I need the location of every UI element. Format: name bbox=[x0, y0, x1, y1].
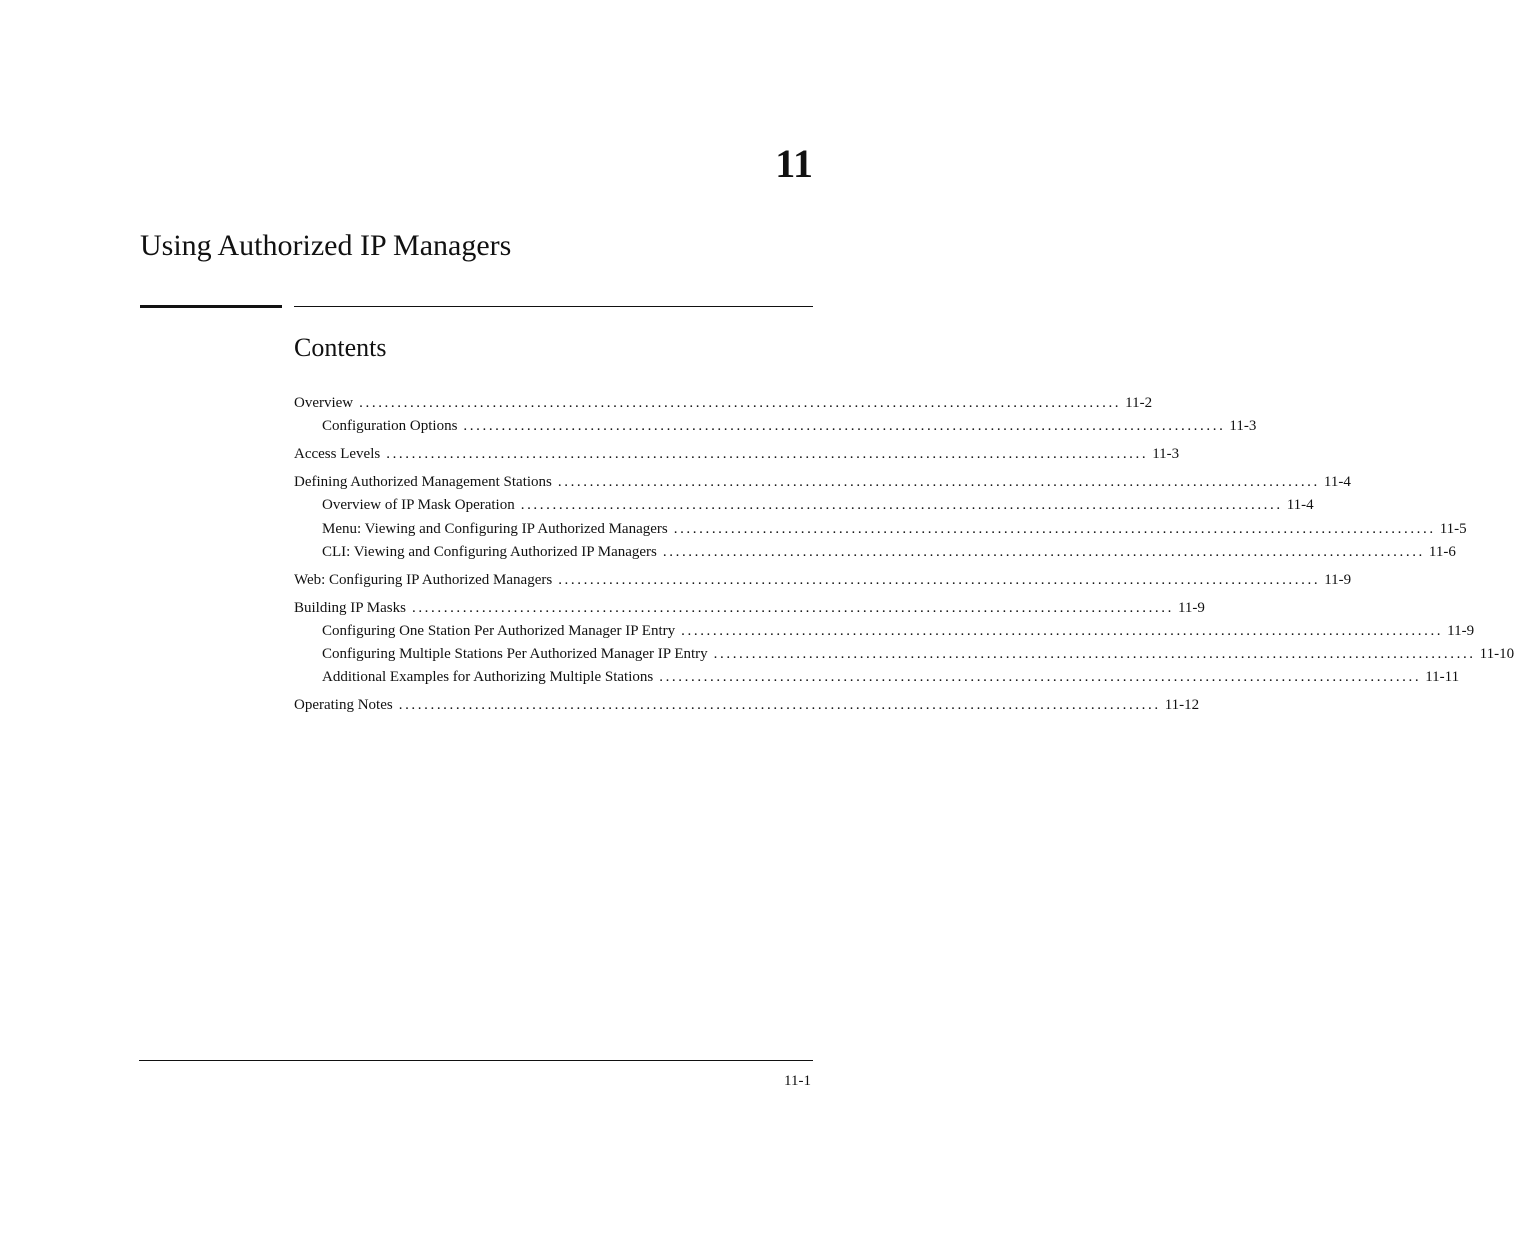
toc-entry-page: 11-5 bbox=[1439, 520, 1467, 537]
table-of-contents bbox=[294, 392, 1514, 718]
toc-entry-title: Operating Notes bbox=[294, 697, 393, 714]
toc-leader-dots: ........................................................................................................................ bbox=[662, 543, 1425, 560]
toc-entry-title: Overview of IP Mask Operation bbox=[322, 497, 515, 514]
toc-entry-additional-examples[interactable] bbox=[294, 666, 1460, 689]
toc-entry-cli-viewing-and-configuring[interactable] bbox=[294, 541, 1456, 564]
toc-entry-defining-authorized-management-stations[interactable] bbox=[294, 471, 1351, 494]
toc-entry-title: Web: Configuring IP Authorized Managers bbox=[294, 571, 553, 588]
toc-leader-dots: ........................................................................................................................ bbox=[659, 669, 1422, 686]
toc-entry-configuring-one-station[interactable] bbox=[294, 620, 1475, 643]
toc-entry-menu-viewing-and-configuring[interactable] bbox=[294, 518, 1467, 541]
toc-entry-page: 11-6 bbox=[1428, 543, 1456, 560]
toc-leader-dots: ........................................................................................................................ bbox=[411, 599, 1174, 616]
toc-entry-page: 11-3 bbox=[1152, 446, 1180, 463]
toc-entry-page: 11-4 bbox=[1286, 497, 1314, 514]
toc-entry-access-levels[interactable] bbox=[294, 443, 1180, 466]
toc-entry-page: 11-10 bbox=[1479, 646, 1514, 663]
toc-entry-title: Additional Examples for Authorizing Multiple Stations bbox=[322, 669, 654, 686]
toc-entry-operating-notes[interactable] bbox=[294, 694, 1200, 717]
toc-entry-overview-of-ip-mask-operation[interactable] bbox=[294, 494, 1314, 517]
toc-leader-dots: ........................................................................................................................ bbox=[558, 571, 1321, 588]
toc-leader-dots: ........................................................................................................................ bbox=[713, 646, 1476, 663]
toc-entry-page: 11-9 bbox=[1447, 623, 1475, 640]
toc-entry-page: 11-3 bbox=[1229, 418, 1257, 435]
chapter-title: Using Authorized IP Managers bbox=[140, 229, 512, 262]
header-rule-thick bbox=[140, 305, 282, 308]
page-number: 11-1 bbox=[784, 1073, 811, 1089]
toc-entry-title: Configuring One Station Per Authorized Manager IP Entry bbox=[322, 623, 676, 640]
toc-entry-title: Defining Authorized Management Stations bbox=[294, 474, 552, 491]
toc-entry-page: 11-4 bbox=[1323, 474, 1351, 491]
toc-entry-overview[interactable] bbox=[294, 392, 1153, 415]
toc-entry-title: Building IP Masks bbox=[294, 599, 406, 616]
toc-entry-configuration-options[interactable] bbox=[294, 415, 1257, 438]
toc-entry-web-configuring[interactable] bbox=[294, 569, 1352, 592]
toc-leader-dots: ........................................................................................................................ bbox=[359, 395, 1122, 411]
toc-entry-title: Menu: Viewing and Configuring IP Authorized Managers bbox=[322, 520, 668, 537]
toc-entry-configuring-multiple-stations[interactable] bbox=[294, 643, 1514, 666]
toc-entry-title: Access Levels bbox=[294, 446, 381, 463]
toc-entry-page: 11-9 bbox=[1324, 571, 1352, 588]
chapter-number: 11 bbox=[775, 141, 813, 186]
toc-entry-page: 11-11 bbox=[1425, 669, 1460, 686]
toc-entry-page: 11-9 bbox=[1177, 599, 1205, 616]
toc-leader-dots: ........................................................................................................................ bbox=[386, 446, 1149, 463]
toc-leader-dots: ........................................................................................................................ bbox=[557, 474, 1320, 491]
contents-heading: Contents bbox=[294, 333, 387, 362]
footer-rule bbox=[139, 1060, 813, 1061]
toc-leader-dots: ........................................................................................................................ bbox=[681, 623, 1444, 640]
toc-entry-page: 11-2 bbox=[1125, 395, 1153, 411]
toc-entry-page: 11-12 bbox=[1164, 697, 1200, 714]
toc-leader-dots: ........................................................................................................................ bbox=[398, 697, 1161, 714]
toc-entry-title: CLI: Viewing and Configuring Authorized IP Managers bbox=[322, 543, 657, 560]
toc-leader-dots: ........................................................................................................................ bbox=[463, 418, 1226, 435]
toc-entry-title: Configuration Options bbox=[322, 418, 458, 435]
toc-leader-dots: ........................................................................................................................ bbox=[520, 497, 1283, 514]
toc-entry-title: Overview bbox=[294, 395, 354, 411]
toc-entry-title: Configuring Multiple Stations Per Authorized Manager IP Entry bbox=[322, 646, 708, 663]
header-rule-thin bbox=[294, 306, 813, 307]
toc-entry-building-ip-masks[interactable] bbox=[294, 597, 1205, 620]
toc-leader-dots: ........................................................................................................................ bbox=[673, 520, 1436, 537]
